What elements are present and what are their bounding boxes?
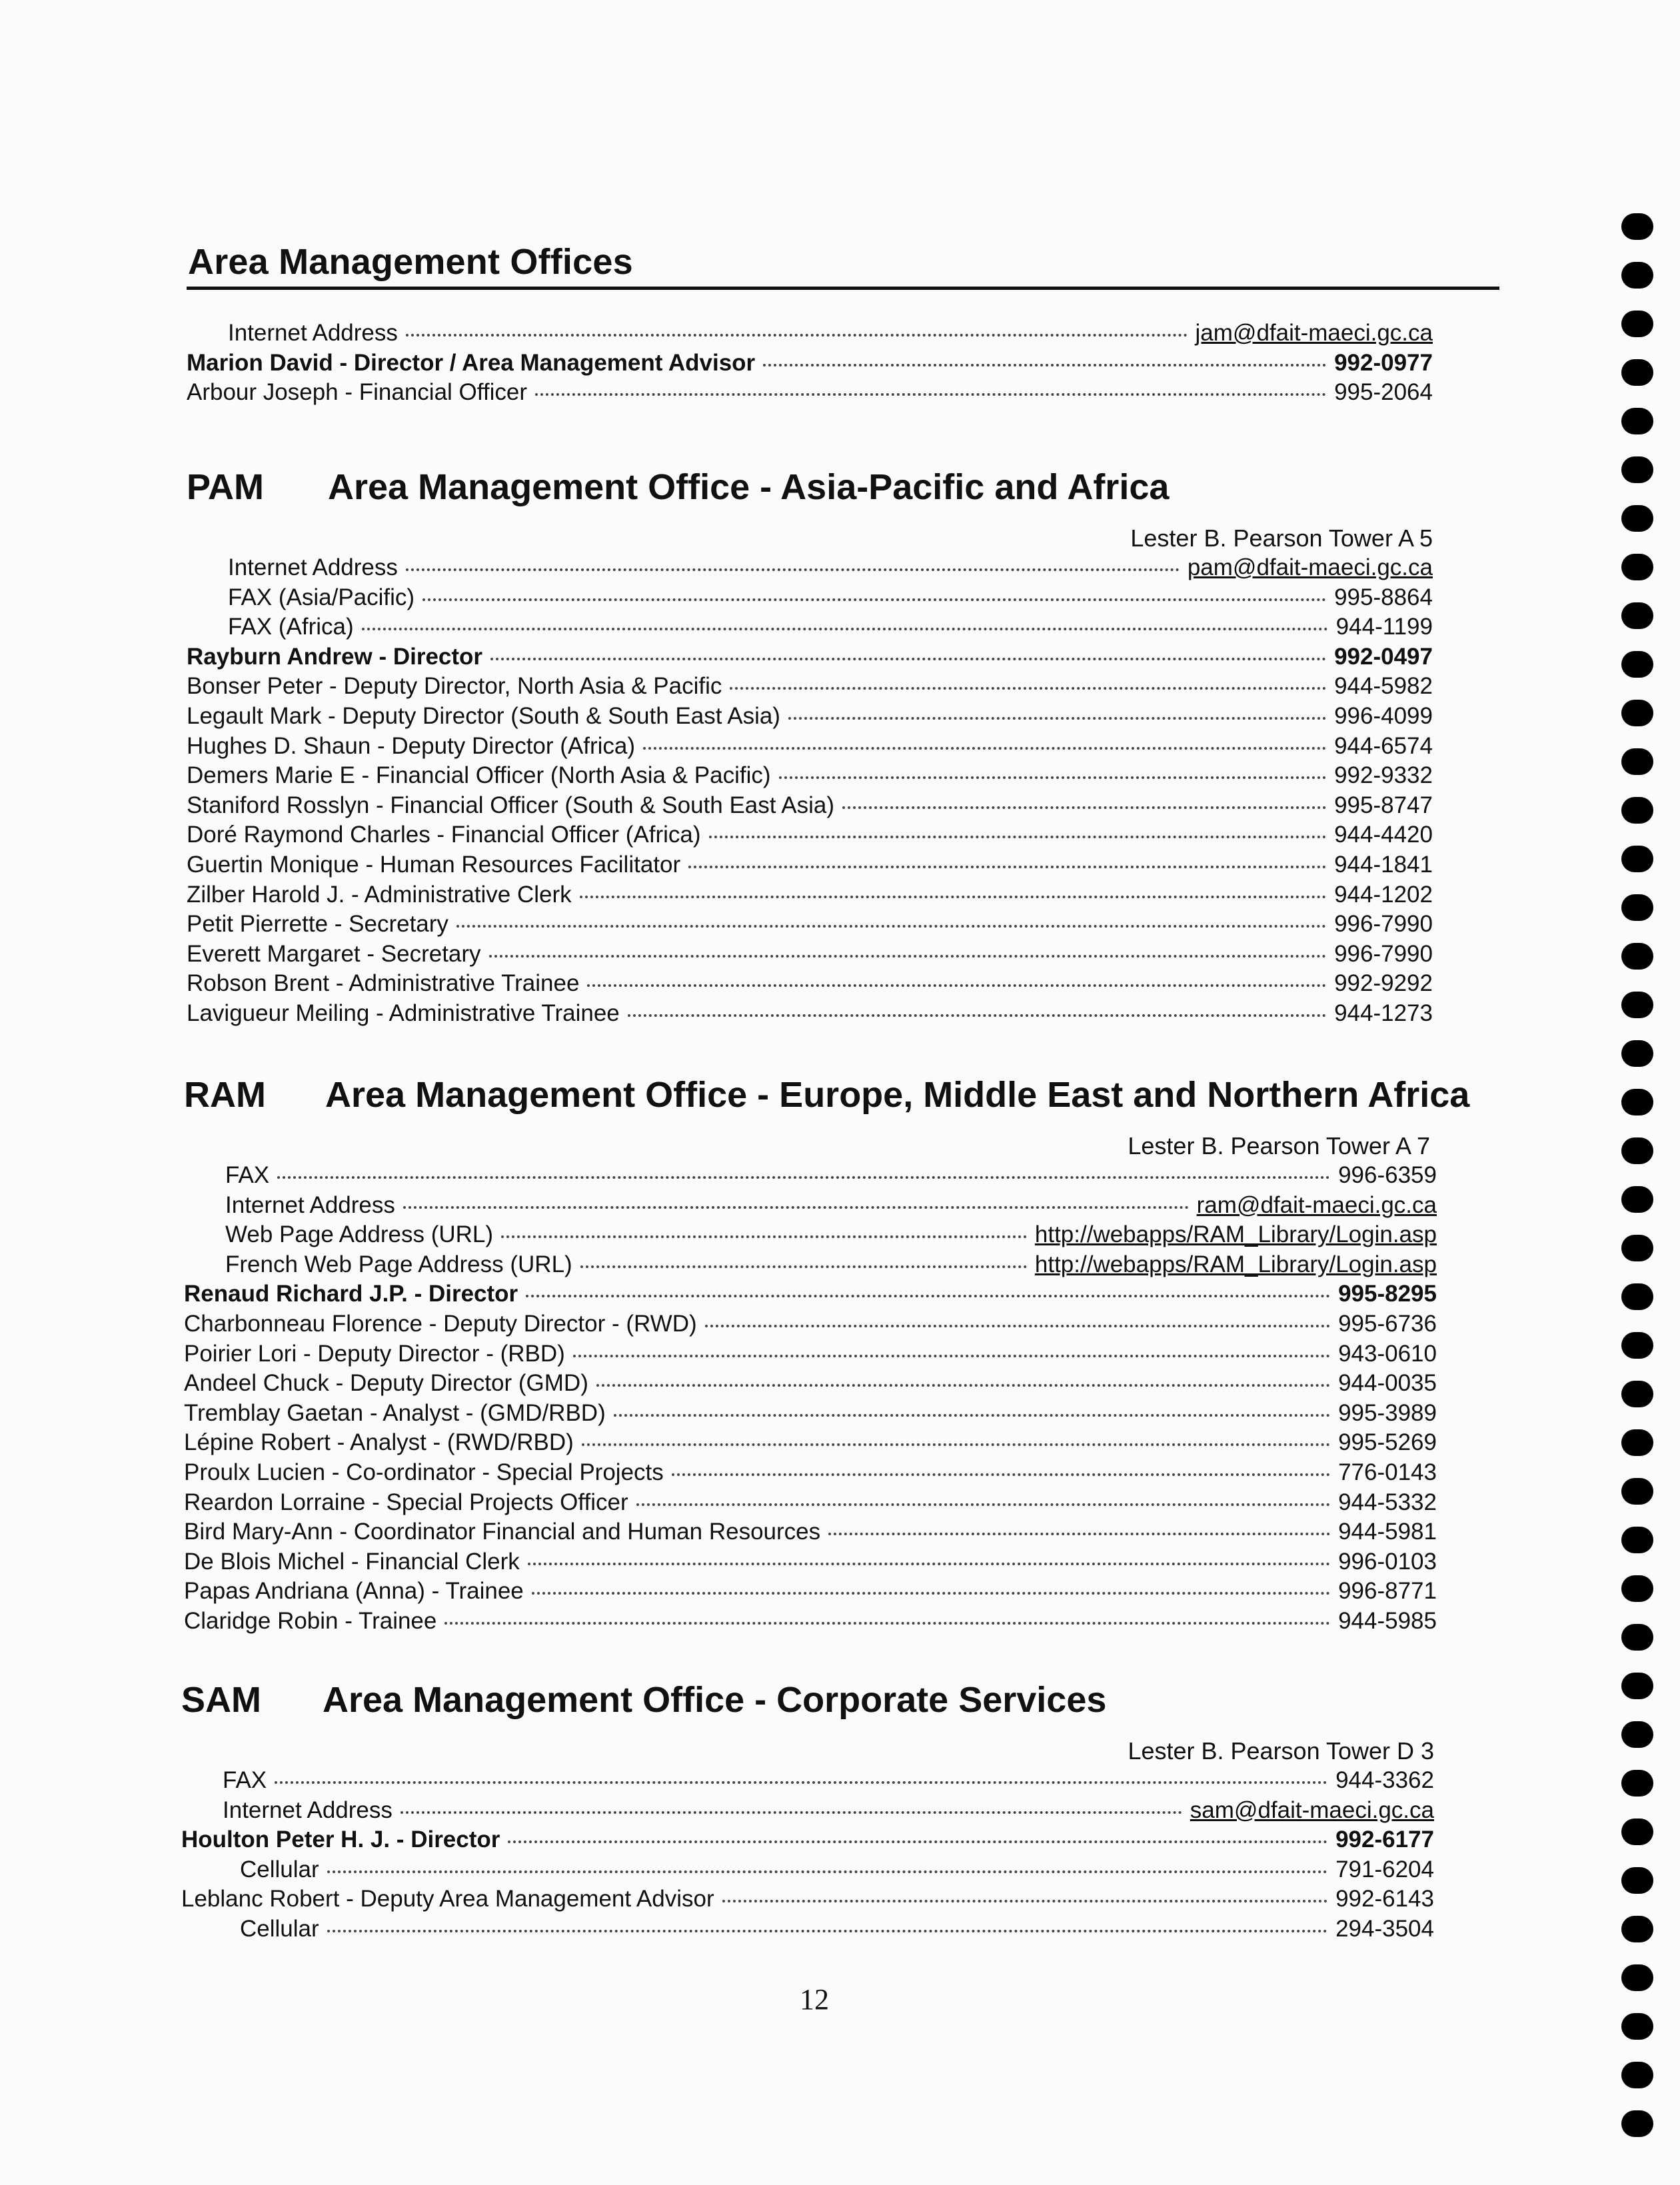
dot-leader [643, 746, 1326, 750]
directory-entry [184, 1220, 1437, 1250]
entry-label: Hughes D. Shaun - Deputy Director (Africa) [187, 732, 636, 759]
section-name: Area Management Office - Corporate Services [323, 1680, 1107, 1720]
binder-hole [1621, 1040, 1653, 1067]
entry-label: Petit Pierrette - Secretary [187, 911, 448, 938]
directory-entry [184, 1161, 1437, 1191]
binder-hole [1621, 1478, 1653, 1505]
binder-hole [1621, 554, 1653, 580]
entry-label: Proulx Lucien - Co-ordinator - Special Projects [184, 1459, 664, 1485]
binder-hole [1621, 1575, 1653, 1602]
directory-entry [184, 1399, 1437, 1429]
directory-entry [187, 850, 1433, 880]
binder-hole [1621, 2062, 1653, 2088]
directory-entry [184, 1458, 1437, 1488]
dot-leader [406, 568, 1180, 571]
entry-label: Claridge Robin - Trainee [184, 1607, 437, 1634]
entry-phone: 995-8747 [1334, 792, 1433, 818]
directory-entry [184, 1339, 1437, 1369]
dot-leader [573, 1354, 1330, 1357]
binder-hole [1621, 602, 1653, 629]
dot-leader [709, 835, 1327, 838]
directory-entry [187, 583, 1433, 613]
entry-phone: 944-1841 [1334, 851, 1433, 878]
dot-leader [580, 1265, 1027, 1268]
entry-phone: 995-2064 [1334, 379, 1433, 406]
binder-hole [1621, 651, 1653, 678]
entry-phone: 944-4420 [1334, 822, 1433, 848]
entry-label: Arbour Joseph - Financial Officer [187, 379, 527, 406]
dot-leader [596, 1383, 1330, 1387]
dot-leader [828, 1532, 1330, 1535]
directory-entry [187, 553, 1433, 583]
binder-hole [1621, 1283, 1653, 1310]
entry-phone: 992-6143 [1335, 1886, 1434, 1912]
dot-leader [444, 1621, 1330, 1625]
entry-link[interactable]: sam@dfait-maeci.gc.ca [1190, 1797, 1434, 1823]
dot-leader [490, 657, 1326, 660]
binder-hole [1621, 894, 1653, 921]
dot-leader [705, 1324, 1330, 1327]
dot-leader [722, 1899, 1327, 1902]
dot-leader [580, 895, 1326, 898]
entry-phone: 996-4099 [1334, 702, 1433, 729]
dot-leader [327, 1929, 1327, 1932]
entry-label: Papas Andriana (Anna) - Trainee [184, 1578, 524, 1605]
binder-hole [1621, 1235, 1653, 1261]
dot-leader [688, 865, 1326, 868]
entry-phone: 995-5269 [1338, 1429, 1437, 1456]
directory-entry [184, 1250, 1437, 1280]
entry-link[interactable]: http://webapps/RAM_Library/Login.asp [1034, 1251, 1437, 1277]
section-location: Lester B. Pearson Tower D 3 [1128, 1737, 1434, 1765]
dot-leader [788, 716, 1326, 720]
directory-entry [187, 910, 1433, 940]
entry-phone: 944-3362 [1335, 1767, 1434, 1793]
dot-leader [636, 1503, 1330, 1506]
entry-phone: 944-5982 [1334, 673, 1433, 700]
entry-link[interactable]: pam@dfait-maeci.gc.ca [1187, 554, 1433, 580]
entry-label: Demers Marie E - Financial Officer (North Asia & Pacific) [187, 762, 771, 789]
directory-entry [187, 672, 1433, 702]
entry-label: Houlton Peter H. J. - Director [181, 1826, 500, 1853]
directory-entry [184, 1369, 1437, 1399]
entry-phone: 776-0143 [1338, 1459, 1437, 1485]
entry-phone: 996-6359 [1338, 1162, 1437, 1188]
entry-link[interactable]: jam@dfait-maeci.gc.ca [1195, 320, 1433, 346]
binder-hole [1621, 359, 1653, 386]
entry-label: FAX [225, 1162, 270, 1188]
dot-leader [535, 392, 1326, 396]
entry-label: Leblanc Robert - Deputy Area Management Advisor [181, 1886, 714, 1912]
section-code: PAM [187, 467, 264, 507]
entry-phone: 995-6736 [1338, 1310, 1437, 1337]
dot-leader [528, 1562, 1330, 1565]
entry-label: Everett Margaret - Secretary [187, 940, 481, 967]
entry-phone: 294-3504 [1335, 1915, 1434, 1942]
directory-entry [184, 1517, 1437, 1547]
entry-label: Lavigueur Meiling - Administrative Trainee [187, 1000, 620, 1026]
dot-leader [842, 806, 1326, 809]
directory-entry [187, 999, 1433, 1029]
dot-leader [672, 1473, 1330, 1476]
entry-phone: 944-1199 [1335, 614, 1433, 640]
directory-entry [187, 319, 1433, 349]
entry-phone: 996-0103 [1338, 1548, 1437, 1575]
dot-leader [730, 686, 1326, 690]
entry-phone: 992-9332 [1334, 762, 1433, 789]
entry-phone: 944-0035 [1338, 1370, 1437, 1397]
directory-entry [187, 378, 1433, 408]
binder-holes [1621, 213, 1661, 2159]
entry-link[interactable]: http://webapps/RAM_Library/Login.asp [1034, 1221, 1437, 1248]
dot-leader [763, 363, 1326, 366]
section-name: Area Management Office - Asia-Pacific and Africa [328, 467, 1170, 507]
dot-leader [587, 984, 1326, 987]
binder-hole [1621, 213, 1653, 240]
directory-entry [181, 1825, 1434, 1855]
page-number: 12 [800, 1983, 829, 2016]
entry-label: FAX [223, 1767, 267, 1793]
directory-entry [187, 732, 1433, 762]
entry-label: Rayburn Andrew - Director [187, 643, 483, 670]
dot-leader [582, 1443, 1330, 1446]
entry-label: Internet Address [228, 320, 398, 346]
entry-label: Doré Raymond Charles - Financial Officer (Africa) [187, 822, 701, 848]
directory-entry [187, 880, 1433, 910]
directory-entry [187, 612, 1433, 642]
entry-phone: 944-1273 [1334, 1000, 1433, 1026]
entry-phone: 995-8295 [1338, 1281, 1437, 1307]
section-pam [187, 466, 1433, 1029]
entry-label: FAX (Africa) [228, 614, 354, 640]
entry-label: Legault Mark - Deputy Director (South & South East Asia) [187, 702, 780, 729]
directory-entry [184, 1547, 1437, 1577]
entry-phone: 996-7990 [1334, 911, 1433, 938]
section-location: Lester B. Pearson Tower A 5 [1130, 524, 1433, 552]
binder-hole [1621, 992, 1653, 1018]
entry-phone: 944-6574 [1334, 732, 1433, 759]
directory-entry [181, 1855, 1434, 1885]
binder-hole [1621, 1867, 1653, 1894]
binder-hole [1621, 262, 1653, 289]
entry-label: Guertin Monique - Human Resources Facilitator [187, 851, 681, 878]
entry-phone: 995-3989 [1338, 1399, 1437, 1426]
entry-link[interactable]: ram@dfait-maeci.gc.ca [1196, 1191, 1437, 1218]
dot-leader [277, 1175, 1330, 1179]
section-name: Area Management Office - Europe, Middle East and Northern Africa [325, 1075, 1470, 1115]
directory-entry [187, 642, 1433, 672]
binder-hole [1621, 408, 1653, 434]
binder-hole [1621, 748, 1653, 775]
directory-entry [184, 1309, 1437, 1339]
directory-entry [181, 1884, 1434, 1914]
entry-phone: 992-0497 [1334, 643, 1433, 670]
section-location: Lester B. Pearson Tower A 7 [1128, 1132, 1430, 1159]
dot-leader [508, 1840, 1327, 1843]
entry-label: Andeel Chuck - Deputy Director (GMD) [184, 1370, 588, 1397]
dot-leader [614, 1413, 1330, 1417]
entry-label: Poirier Lori - Deputy Director - (RBD) [184, 1340, 565, 1367]
binder-hole [1621, 1819, 1653, 1845]
page-title: Area Management Offices [188, 242, 633, 282]
directory-entry [187, 940, 1433, 970]
dot-leader [532, 1591, 1330, 1595]
entry-label: Staniford Rosslyn - Financial Officer (South & South East Asia) [187, 792, 835, 818]
entry-label: Internet Address [223, 1797, 393, 1823]
title-rule [187, 287, 1499, 290]
entry-label: FAX (Asia/Pacific) [228, 584, 415, 610]
entry-label: Tremblay Gaetan - Analyst - (GMD/RBD) [184, 1399, 606, 1426]
entry-phone: 992-0977 [1334, 349, 1433, 376]
directory-entry [187, 791, 1433, 821]
binder-hole [1621, 1186, 1653, 1213]
binder-hole [1621, 797, 1653, 824]
binder-hole [1621, 700, 1653, 726]
entry-phone: 996-8771 [1338, 1578, 1437, 1605]
entry-label: Bonser Peter - Deputy Director, North Asia & Pacific [187, 673, 722, 700]
dot-leader [779, 776, 1327, 779]
binder-hole [1621, 1381, 1653, 1407]
entry-label: Internet Address [228, 554, 398, 580]
binder-hole [1621, 1624, 1653, 1651]
dot-leader [526, 1294, 1330, 1297]
entry-phone: 944-5981 [1338, 1519, 1437, 1545]
binder-hole [1621, 1673, 1653, 1699]
directory-entry [187, 969, 1433, 999]
binder-hole [1621, 505, 1653, 532]
directory-entry [184, 1279, 1437, 1309]
directory-entry [181, 1766, 1434, 1796]
entry-label: Reardon Lorraine - Special Projects Officer [184, 1489, 628, 1515]
dot-leader [362, 627, 1328, 630]
section-ram [184, 1074, 1470, 1637]
entry-label: French Web Page Address (URL) [225, 1251, 572, 1277]
section-code: SAM [181, 1680, 261, 1720]
binder-hole [1621, 1089, 1653, 1115]
section-heading [181, 1679, 1434, 1737]
entry-label: Zilber Harold J. - Administrative Clerk [187, 881, 572, 908]
entry-label: Lépine Robert - Analyst - (RWD/RBD) [184, 1429, 574, 1456]
section-rows [181, 1766, 1434, 1944]
binder-hole [1621, 1770, 1653, 1797]
directory-entry [187, 349, 1433, 378]
binder-hole [1621, 2110, 1653, 2137]
dot-leader [403, 1205, 1189, 1209]
directory-entry [187, 761, 1433, 791]
entry-phone: 995-8864 [1334, 584, 1433, 610]
binder-hole [1621, 943, 1653, 970]
dot-leader [489, 954, 1327, 958]
binder-hole [1621, 456, 1653, 483]
directory-entry [187, 820, 1433, 850]
section-rows [184, 1161, 1437, 1637]
dot-leader [628, 1014, 1326, 1017]
binder-hole [1621, 1429, 1653, 1456]
directory-entry [184, 1607, 1437, 1637]
section-sam [181, 1679, 1434, 1944]
entry-label: Robson Brent - Administrative Trainee [187, 970, 580, 997]
dot-leader [501, 1235, 1027, 1238]
entry-label: De Blois Michel - Financial Clerk [184, 1548, 520, 1575]
entry-label: Charbonneau Florence - Deputy Director - (RWD) [184, 1310, 697, 1337]
entry-label: Cellular [240, 1915, 319, 1942]
intro-block [187, 319, 1433, 408]
dot-leader [401, 1811, 1182, 1814]
entry-phone: 996-7990 [1334, 940, 1433, 967]
entry-phone: 791-6204 [1335, 1856, 1434, 1882]
dot-leader [422, 598, 1326, 601]
binder-hole [1621, 1137, 1653, 1164]
binder-hole [1621, 1916, 1653, 1942]
binder-hole [1621, 846, 1653, 872]
entry-phone: 943-0610 [1338, 1340, 1437, 1367]
binder-hole [1621, 1527, 1653, 1553]
entry-label: Cellular [240, 1856, 319, 1882]
dot-leader [406, 333, 1188, 337]
binder-hole [1621, 1721, 1653, 1748]
entry-label: Bird Mary-Ann - Coordinator Financial and Human Resources [184, 1519, 821, 1545]
entry-phone: 944-5985 [1338, 1607, 1437, 1634]
entry-phone: 992-6177 [1335, 1826, 1434, 1853]
section-rows [187, 553, 1433, 1029]
directory-entry [184, 1488, 1437, 1518]
dot-leader [456, 924, 1326, 928]
directory-entry [184, 1191, 1437, 1221]
dot-leader [327, 1870, 1327, 1873]
directory-entry [187, 702, 1433, 732]
section-heading [184, 1074, 1470, 1131]
entry-phone: 944-1202 [1334, 881, 1433, 908]
binder-hole [1621, 311, 1653, 337]
entry-label: Marion David - Director / Area Management Advisor [187, 349, 756, 376]
entry-label: Web Page Address (URL) [225, 1221, 494, 1248]
entry-phone: 944-5332 [1338, 1489, 1437, 1515]
directory-entry [181, 1914, 1434, 1944]
dot-leader [275, 1781, 1327, 1784]
entry-label: Renaud Richard J.P. - Director [184, 1281, 518, 1307]
entry-label: Internet Address [225, 1191, 395, 1218]
entry-phone: 992-9292 [1334, 970, 1433, 997]
binder-hole [1621, 1332, 1653, 1359]
binder-hole [1621, 1964, 1653, 1991]
section-code: RAM [184, 1075, 266, 1115]
section-heading [187, 466, 1433, 524]
directory-entry [184, 1428, 1437, 1458]
binder-hole [1621, 2013, 1653, 2040]
directory-entry [184, 1577, 1437, 1607]
directory-entry [181, 1796, 1434, 1826]
